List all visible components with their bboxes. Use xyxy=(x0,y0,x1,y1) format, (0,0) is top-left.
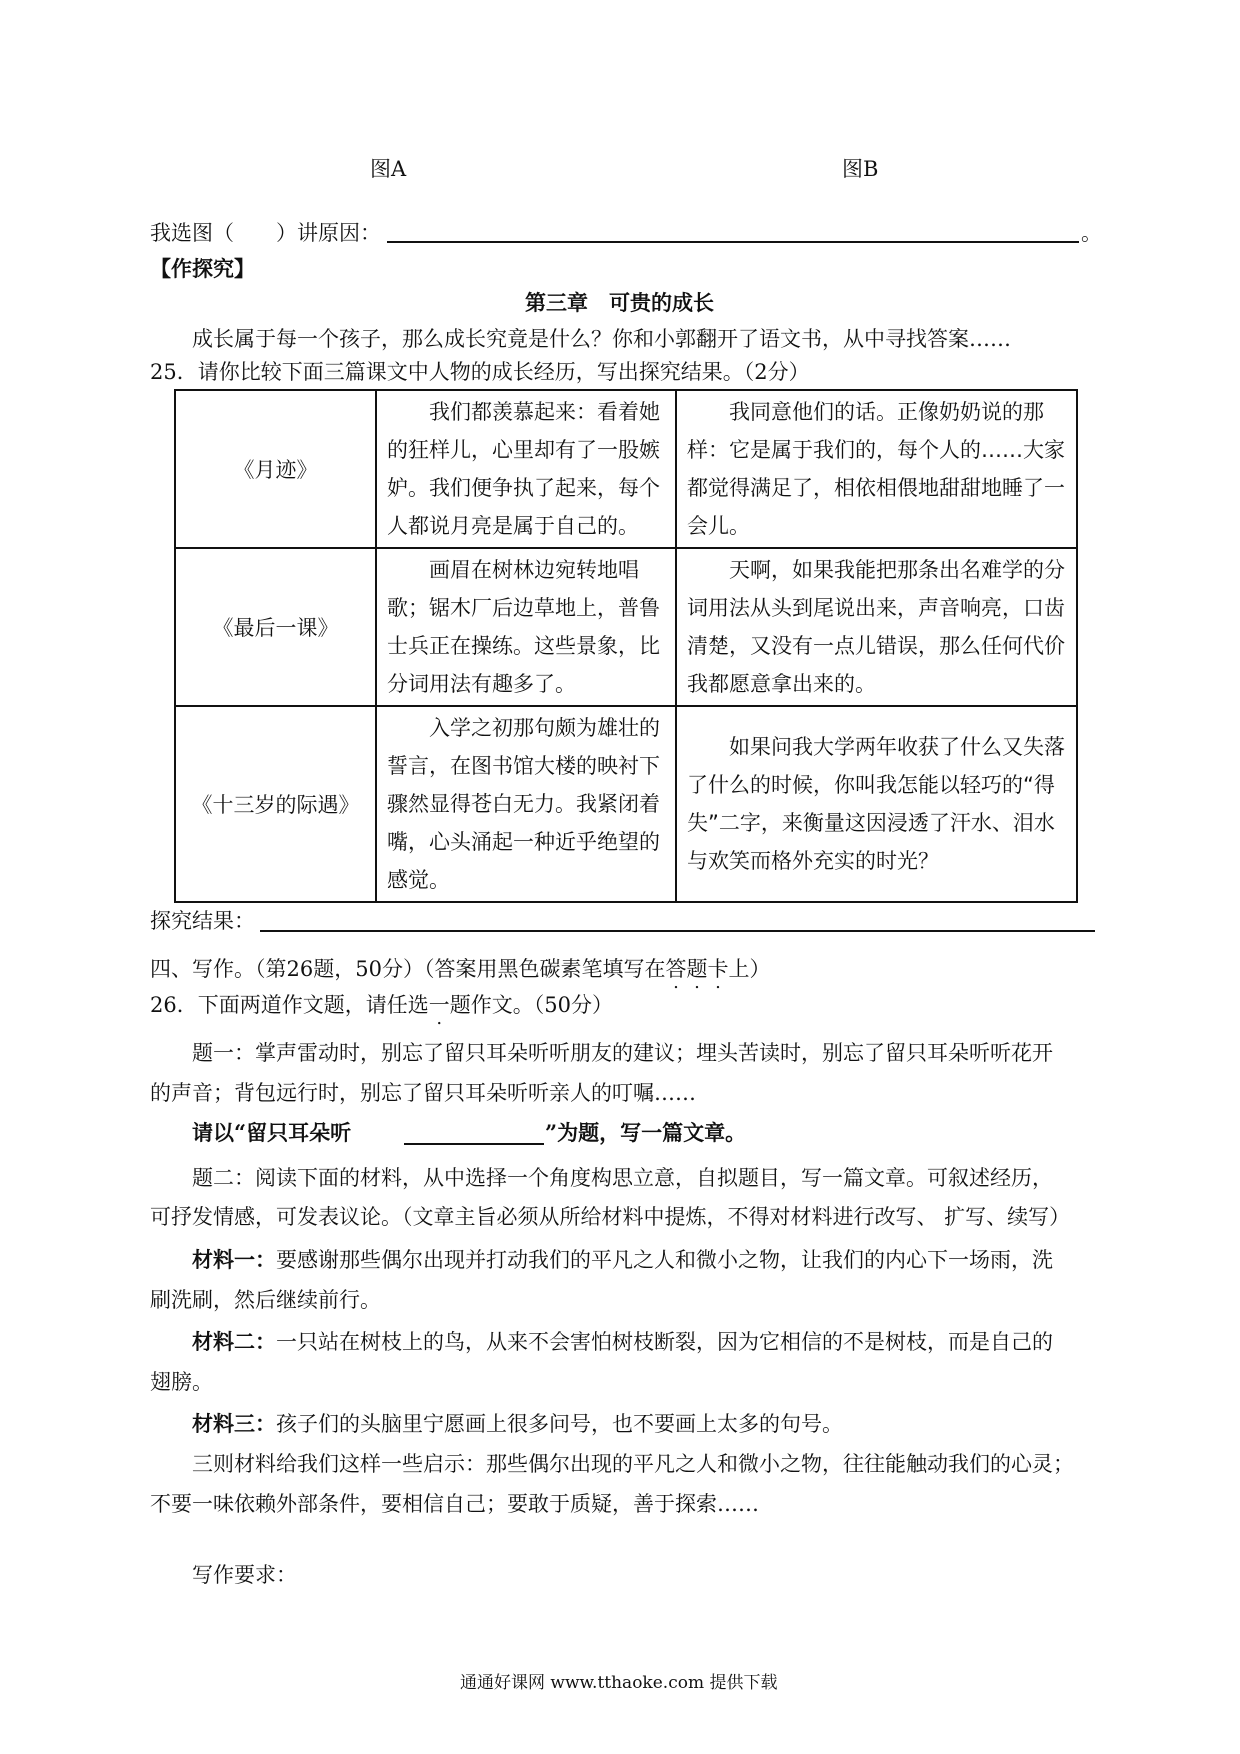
before-quote: 画眉在树林边宛转地唱歌；锯木厂后边草地上，普鲁士兵正在操练。这些景象，比分词用法有趣多了。 xyxy=(376,548,676,706)
topic-2-line-2: 可抒发情感，可发表议论。（文章主旨必须从所给材料中提炼，不得对材料进行改写、 扩写、续写） xyxy=(150,1205,1071,1229)
lesson-title: 《十三岁的际遇》 xyxy=(175,706,376,902)
table-row xyxy=(175,706,1077,902)
section-4-heading: 四、写作。（第26题，50分）（答案用黑色碳素笔填写在答题卡上） xyxy=(150,957,771,981)
choice-answer-line xyxy=(387,241,1079,243)
writing-requirements-label: 写作要求： xyxy=(192,1563,297,1587)
chapter-title: 第三章 可贵的成长 xyxy=(525,290,714,315)
table-row xyxy=(175,548,1077,706)
after-quote: 我同意他们的话。正像奶奶说的那样：它是属于我们的，每个人的……大家都觉得满足了，相依相偎地甜甜地睡了一会儿。 xyxy=(676,390,1077,548)
topic-1-instruction-end: ”为题，写一篇文章。 xyxy=(545,1120,747,1145)
summary-line-2: 不要一味依赖外部条件，要相信自己；要敢于质疑，善于探索…… xyxy=(150,1492,759,1516)
summary-line-1: 三则材料给我们这样一些启示：那些偶尔出现的平凡之人和微小之物，往往能触动我们的心灵； xyxy=(192,1452,1074,1476)
after-quote: 天啊，如果我能把那条出名难学的分词用法从头到尾说出来，声音响亮，口齿清楚，又没有一点儿错误，那么任何代价我都愿意拿出来的。 xyxy=(676,548,1077,706)
topic-1-line-2: 的声音；背包远行时，别忘了留只耳朵听听亲人的叮嘱…… xyxy=(150,1081,696,1105)
topic-1-line-1: 题一：掌声雷动时，别忘了留只耳朵听听朋友的建议；埋头苦读时，别忘了留只耳朵听听花开 xyxy=(192,1041,1053,1065)
question-26: 26．下面两道作文题，请任选一题作文。（50分） xyxy=(150,993,613,1017)
result-answer-line xyxy=(260,930,1095,932)
lesson-title: 《月迹》 xyxy=(175,390,376,548)
choice-prompt: 我选图（ ）讲原因： xyxy=(150,221,381,245)
result-label: 探究结果： xyxy=(150,909,255,933)
choice-end-mark: 。 xyxy=(1081,221,1102,245)
material-2-line-1: 材料二：一只站在树枝上的鸟，从来不会害怕树枝断裂，因为它相信的不是树枝，而是自己的 xyxy=(192,1329,1053,1354)
page-footer: 通通好课网 www.tthaoke.com 提供下载 xyxy=(460,1673,778,1693)
topic-2-line-1: 题二：阅读下面的材料，从中选择一个角度构思立意，自拟题目，写一篇文章。可叙述经历， xyxy=(192,1166,1053,1190)
topic-1-instruction-start: 请以“留只耳朵听 xyxy=(192,1120,352,1145)
question-25: 25．请你比较下面三篇课文中人物的成长经历，写出探究结果。（2分） xyxy=(150,360,810,384)
before-quote: 入学之初那句颇为雄壮的誓言，在图书馆大楼的映衬下骤然显得苍白无力。我紧闭着嘴，心头涌起一种近乎绝望的感觉。 xyxy=(376,706,676,902)
section-tag: 【作探究】 xyxy=(150,256,255,281)
figure-a-caption: 图A xyxy=(370,157,407,181)
figure-b-caption: 图B xyxy=(842,157,879,181)
material-3-line-1: 材料三：孩子们的头脑里宁愿画上很多问号，也不要画上太多的句号。 xyxy=(192,1411,843,1436)
before-quote: 我们都羡慕起来：看着她的狂样儿，心里却有了一股嫉妒。我们便争执了起来，每个人都说月亮是属于自己的。 xyxy=(376,390,676,548)
lesson-title: 《最后一课》 xyxy=(175,548,376,706)
after-quote: 如果问我大学两年收获了什么又失落了什么的时候，你叫我怎能以轻巧的“得失”二字，来衡量这因浸透了汗水、泪水与欢笑而格外充实的时光？ xyxy=(676,706,1077,902)
table-row xyxy=(175,390,1077,548)
topic-1-title-blank xyxy=(404,1143,544,1145)
comparison-table xyxy=(174,389,1078,903)
material-1-line-1: 材料一：要感谢那些偶尔出现并打动我们的平凡之人和微小之物，让我们的内心下一场雨，洗 xyxy=(192,1247,1053,1272)
chapter-intro: 成长属于每一个孩子，那么成长究竟是什么？你和小郭翻开了语文书，从中寻找答案…… xyxy=(192,327,1011,351)
material-1-line-2: 刷洗刷，然后继续前行。 xyxy=(150,1288,381,1312)
material-2-line-2: 翅膀。 xyxy=(150,1370,213,1394)
